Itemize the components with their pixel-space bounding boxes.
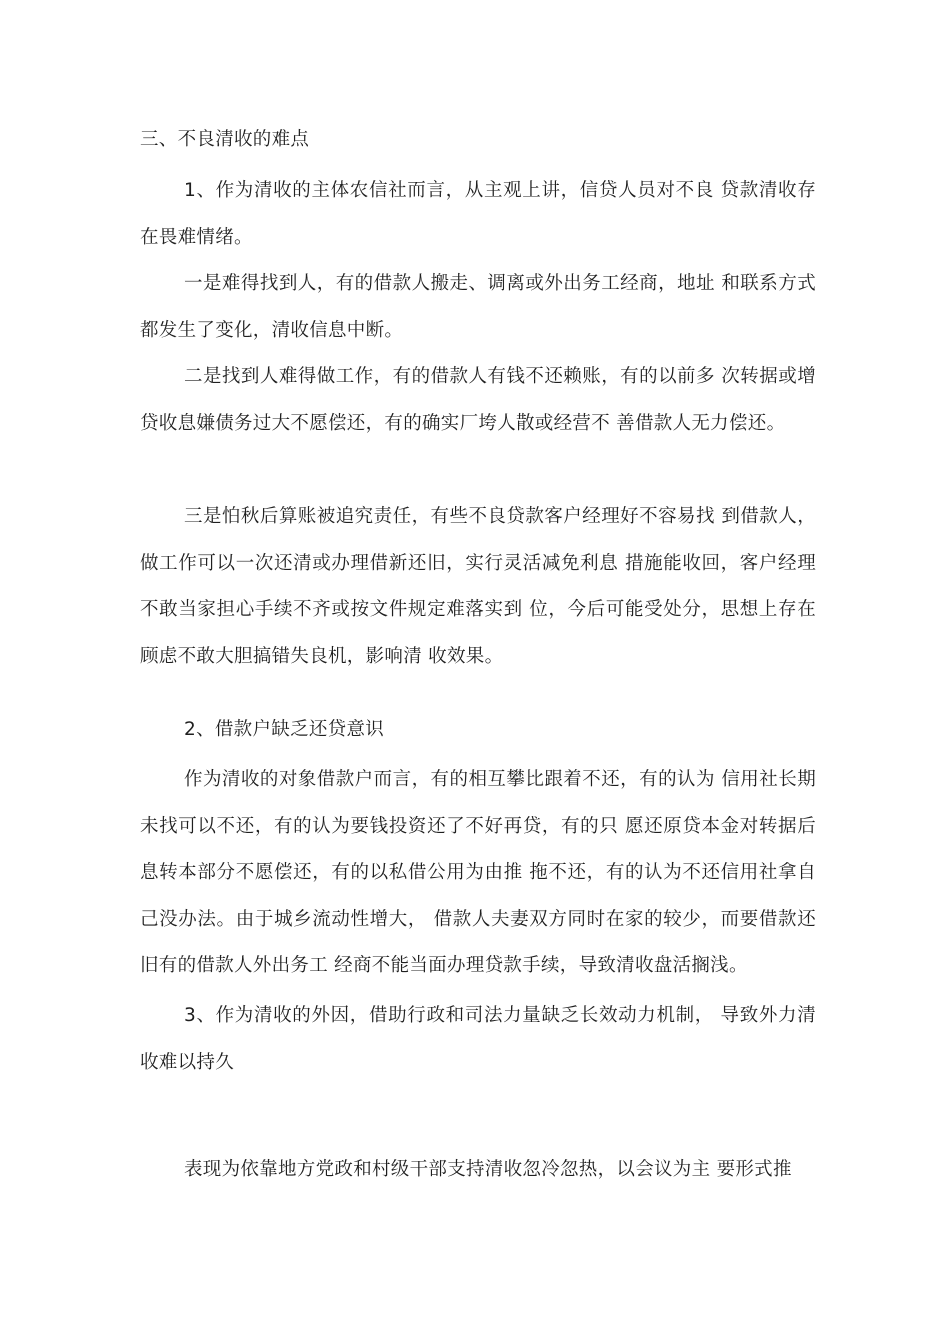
section-heading: 三、不良清收的难点	[140, 129, 310, 150]
paragraph-subheading-borrower-awareness: 2、借款户缺乏还贷意识	[184, 719, 385, 740]
paragraph-subjective-difficulty: 1、作为清收的主体农信社而言，从主观上讲，信贷人员对不良 贷款清收存在畏难情绪。	[140, 180, 816, 248]
paragraph-hard-to-persuade: 二是找到人难得做工作，有的借款人有钱不还赖账，有的以前多 次转据或增贷收息嫌债务过大不愿偿还，有的确实厂垮人散或经营不 善借款人无力偿还。	[140, 366, 816, 434]
paragraph-borrower-behavior: 作为清收的对象借款户而言，有的相互攀比跟着不还，有的认为 信用社长期未找可以不还，有的认为要钱投资还了不好再贷，有的只 愿还原贷本金对转据后息转本部分不愿偿还，有的以私借公用为由推 拖不还，有的认为不还信用社拿自己没办法。由于城乡流动性增大， 借款人夫妻双方同时在家的较少，而要借款还旧有的借款人外出务工 经商不能当面办理贷款手续，导致清收盘活搁浅。	[140, 769, 816, 976]
paragraph-hard-to-find: 一是难得找到人，有的借款人搬走、调离或外出务工经商，地址 和联系方式都发生了变化，清收信息中断。	[140, 273, 816, 341]
paragraph-local-support: 表现为依靠地方党政和村级干部支持清收忽冷忽热，以会议为主 要形式推	[184, 1159, 792, 1180]
paragraph-fear-of-accountability: 三是怕秋后算账被追究责任，有些不良贷款客户经理好不容易找 到借款人，做工作可以一次还清或办理借新还旧，实行灵活减免利息 措施能收回，客户经理不敢当家担心手续不齐或按文件规定难落实到 位，今后可能受处分，思想上存在顾虑不敢大胆搞错失良机，影响清 收效果。	[140, 506, 816, 667]
paragraph-external-factors: 3、作为清收的外因，借助行政和司法力量缺乏长效动力机制， 导致外力清收难以持久	[140, 1005, 816, 1073]
